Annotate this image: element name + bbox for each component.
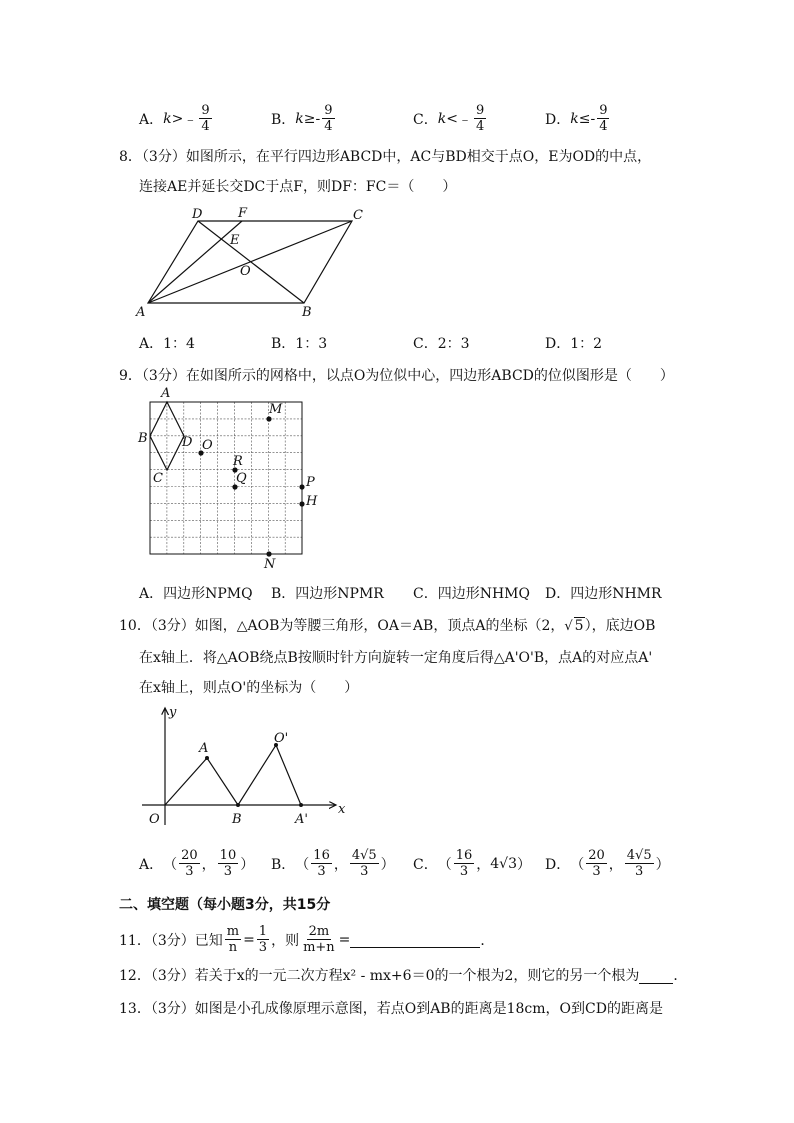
label-d: D xyxy=(182,435,193,450)
option-op: < xyxy=(446,110,458,127)
q13-line1: 13．（3分）如图是小孔成像原理示意图，若点O到AB的距离是18cm，O到CD的距离是 xyxy=(119,1001,663,1017)
q7-option-a xyxy=(139,103,214,134)
label-c: C xyxy=(153,471,163,486)
q8-option-a: A．1：4 xyxy=(139,336,195,352)
answer-blank[interactable] xyxy=(639,967,673,984)
q9-option-c: C．四边形NHMQ xyxy=(413,586,530,602)
fraction: $\frac{9}{4}$ xyxy=(599,103,608,134)
fraction: $\frac{m}{n}$ xyxy=(226,924,240,955)
option-sign: ﹣ xyxy=(457,111,472,128)
fraction: $\frac{4√5}{3}$ xyxy=(351,848,377,879)
option-label: B． xyxy=(271,111,296,128)
fraction: $\frac{2m}{m+n}$ xyxy=(303,924,335,955)
label-x: x xyxy=(338,802,346,817)
q11: 11．（3分）已知 $\frac{m}{n}$ = $\frac{1}{3}$ ，则 $\frac{2m}{m+n}$ = ． xyxy=(119,924,495,955)
label-a: A xyxy=(199,741,209,756)
q8-line1: 8．（3分）如图所示，在平行四边形ABCD中，AC与BD相交于点O，E为OD的中点， xyxy=(119,149,652,165)
fraction: $\frac{16}{3}$ xyxy=(455,848,473,879)
option-sign: - xyxy=(315,110,321,127)
q8-option-c: C．2：3 xyxy=(413,336,470,352)
fraction: $\frac{9}{4}$ xyxy=(201,103,210,134)
answer-blank[interactable] xyxy=(350,931,480,948)
q8-parallelogram-figure xyxy=(130,200,380,322)
fraction: $\frac{20}{3}$ xyxy=(588,848,605,879)
label-d: D xyxy=(192,207,203,222)
triangle-a2o2b xyxy=(238,745,301,805)
q12: 12．（3分）若关于x的一元二次方程x² - mx+6＝0的一个根为2，则它的另一个根为 ． xyxy=(119,968,688,984)
option-op: > xyxy=(171,110,184,127)
label-o: O xyxy=(149,812,160,827)
option-label: A． xyxy=(139,111,164,128)
point-p xyxy=(299,484,304,489)
option-label: C． xyxy=(413,111,438,128)
section-title: 二、填空题（每小题3分，共15分 xyxy=(119,897,331,913)
q9-line1: 9．（3分）在如图所示的网格中，以点O为位似中心，四边形ABCD的位似图形是（ ） xyxy=(119,368,674,384)
label-b: B xyxy=(302,305,312,320)
label-o: O xyxy=(202,438,213,453)
label-q: Q xyxy=(236,471,247,486)
q7-option-b xyxy=(271,103,337,134)
option-var: k xyxy=(295,110,304,127)
option-sign: - xyxy=(590,110,596,127)
q8-option-b: B．1：3 xyxy=(271,336,328,352)
option-var: k xyxy=(570,110,579,127)
label-e: E xyxy=(230,233,240,248)
option-op: ≤ xyxy=(578,110,591,127)
q10-coordinate-figure xyxy=(140,700,355,830)
q8-line2: 连接AE并延长交DC于点F，则DF：FC＝（ ） xyxy=(139,179,457,195)
fraction: $\frac{1}{3}$ xyxy=(258,924,268,955)
fraction: $\frac{9}{4}$ xyxy=(324,103,333,134)
label-n: N xyxy=(264,557,276,570)
option-op: ≥ xyxy=(303,110,316,127)
triangle-aob xyxy=(165,758,238,805)
option-var: k xyxy=(163,110,172,127)
point-n xyxy=(266,551,271,556)
label-b: B xyxy=(232,812,242,827)
q9-grid-figure xyxy=(135,385,325,570)
label-h: H xyxy=(306,494,318,509)
fraction: $\frac{4√5}{3}$ xyxy=(626,848,652,879)
diagonal-bd xyxy=(198,221,304,303)
q9-option-d: D．四边形NHMR xyxy=(545,586,662,602)
label-o: O xyxy=(240,264,251,279)
fraction: $\frac{9}{4}$ xyxy=(475,103,485,134)
q10-line1: 10．（3分）如图，△AOB为等腰三角形，OA＝AB，顶点A的坐标（2，√ 5），底边OB xyxy=(119,618,656,634)
q10-line3: 在x轴上，则点O'的坐标为（ ） xyxy=(139,680,359,696)
fraction: $\frac{20}{3}$ xyxy=(181,848,198,879)
label-p: P xyxy=(306,475,315,490)
q10-option-c: C． （ $\frac{16}{3}$ ， 4√3 ） xyxy=(413,848,532,879)
label-a: A xyxy=(136,305,146,320)
label-y: y xyxy=(169,705,177,720)
diagonal-ac xyxy=(148,221,352,303)
q10-option-d: D． （ $\frac{20}{3}$ ， $\frac{4√5}{3}$ ） xyxy=(545,848,670,879)
q10-option-b: B． （ $\frac{16}{3}$ ， $\frac{4√5}{3}$ ） xyxy=(271,848,395,879)
label-b: B xyxy=(138,431,148,446)
q10-line2: 在x轴上．将△AOB绕点B按顺时针方向旋转一定角度后得△A'O'B，点A的对应点A' xyxy=(139,650,653,666)
label-a-prime: A' xyxy=(295,812,308,827)
label-m: M xyxy=(269,402,283,417)
label-r: R xyxy=(233,454,243,469)
label-a: A xyxy=(161,386,171,401)
q10-option-a: A． （ $\frac{20}{3}$ ， $\frac{10}{3}$ ） xyxy=(139,848,255,879)
fraction: $\frac{16}{3}$ xyxy=(313,848,330,879)
q9-option-a: A．四边形NPMQ xyxy=(139,586,253,602)
q7-option-c xyxy=(413,103,488,134)
q7-option-d xyxy=(545,103,611,134)
q9-option-b: B．四边形NPMR xyxy=(271,586,384,602)
label-c: C xyxy=(353,208,363,223)
point-m xyxy=(266,416,271,421)
option-label: D． xyxy=(545,111,571,128)
label-o-prime: O' xyxy=(274,731,289,746)
sqrt-radicand: 5 xyxy=(574,618,584,634)
q8-option-d: D．1：2 xyxy=(545,336,603,352)
fraction: $\frac{10}{3}$ xyxy=(219,848,237,879)
option-var: k xyxy=(437,110,447,127)
label-f: F xyxy=(238,206,248,221)
option-sign: ﹣ xyxy=(183,111,198,128)
point-h xyxy=(299,501,304,506)
segment-af xyxy=(148,221,242,303)
